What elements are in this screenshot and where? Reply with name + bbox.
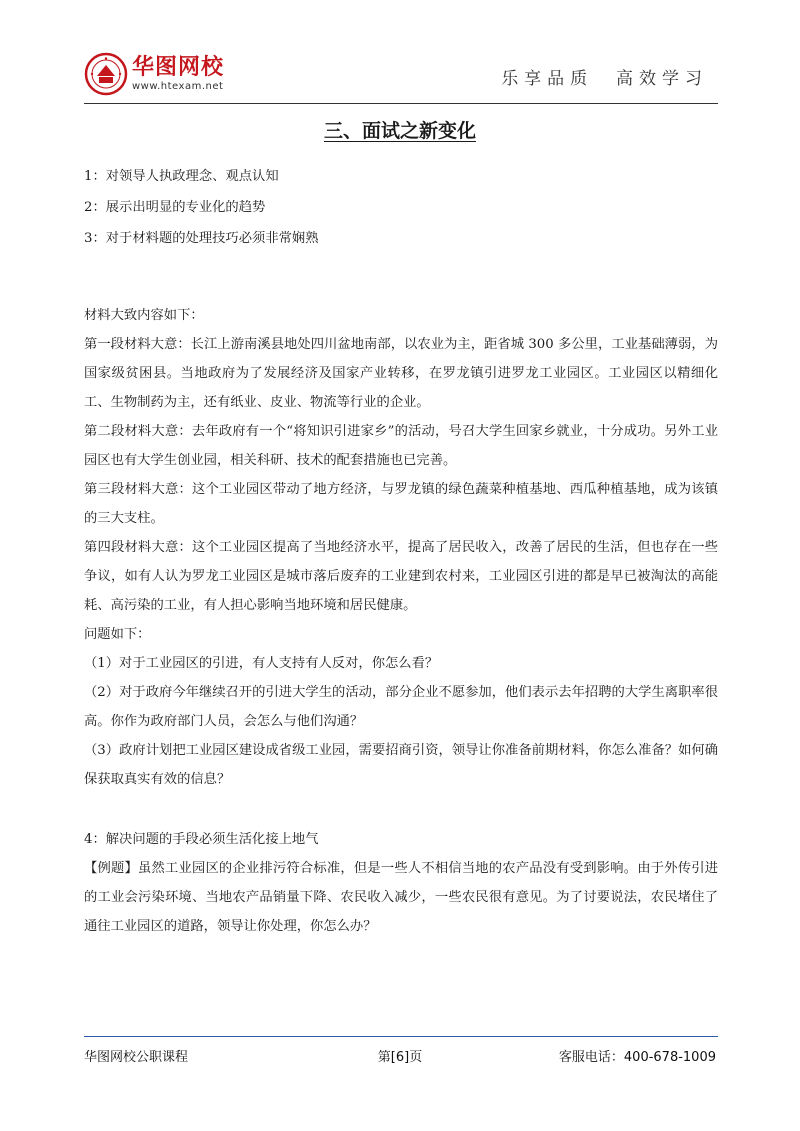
page-number: 第[6]页 xyxy=(377,1050,423,1065)
footer-course: 华图网校公职课程 xyxy=(84,1050,189,1065)
brand-name: 华图网校 xyxy=(132,55,225,80)
example-question: 【例题】虽然工业园区的企业排污符合标准，但是一些人不相信当地的农产品没有受到影响。由于外传引进的工业会污染环境、当地农产品销量下降、农民收入减少，一些农民很有意见。为了讨要说法，农民堵住了通往工业园区的道路，领导让你处理，你怎么办？ xyxy=(84,861,718,934)
material-paragraph-3: 第三段材料大意：这个工业园区带动了地方经济，与罗龙镇的绿色蔬菜种植基地、西瓜种植基地，成为该镇的三大支柱。 xyxy=(84,482,718,526)
seal-emblem-icon xyxy=(84,52,128,96)
header-slogan: 乐享品质 高效学习 xyxy=(501,69,708,89)
material-paragraph-4: 第四段材料大意：这个工业园区提高了当地经济水平，提高了居民收入，改善了居民的生活，但也存在一些争议，如有人认为罗龙工业园区是城市落后废弃的工业建到农村来，工业园区引进的都是早已被淘汰的高能耗、高污染的工业，有人担心影响当地环境和居民健康。 xyxy=(84,540,718,613)
point-2: 2：展示出明显的专业化的趋势 xyxy=(84,200,266,215)
page-header xyxy=(84,48,718,104)
question-2: （2）对于政府今年继续召开的引进大学生的活动，部分企业不愿参加，他们表示去年招聘的大学生离职率很高。你作为政府部门人员，会怎么与他们沟通？ xyxy=(84,685,718,729)
page-title xyxy=(0,116,800,143)
material-paragraph-1: 第一段材料大意：长江上游南溪县地处四川盆地南部，以农业为主，距省城 300 多公里，工业基础薄弱，为国家级贫困县。当地政府为了发展经济及国家产业转移，在罗龙镇引进罗龙工业园区。工业园区以精细化工、生物制药为主，还有纸业、皮业、物流等行业的企业。 xyxy=(84,337,718,410)
brand-url: www.htexam.net xyxy=(132,81,224,92)
brand-logo xyxy=(84,52,224,96)
material-paragraph-2: 第二段材料大意：去年政府有一个“将知识引进家乡”的活动，号召大学生回家乡就业，十分成功。另外工业园区也有大学生创业园，相关科研、技术的配套措施也已完善。 xyxy=(84,424,718,468)
material-intro: 材料大致内容如下： xyxy=(84,308,204,323)
question-3: （3）政府计划把工业园区建设成省级工业园，需要招商引资，领导让你准备前期材料，你怎么准备？如何确保获取真实有效的信息？ xyxy=(84,743,718,787)
footer-hotline: 客服电话：400-678-1009 xyxy=(558,1050,716,1065)
point-1: 1：对领导人执政理念、观点认知 xyxy=(84,169,279,184)
point-4: 4：解决问题的手段必须生活化接上地气 xyxy=(84,832,319,847)
point-3: 3：对于材料题的处理技巧必须非常娴熟 xyxy=(84,231,319,246)
question-1: （1）对于工业园区的引进，有人支持有人反对，你怎么看？ xyxy=(84,656,439,671)
footer-divider xyxy=(84,1036,718,1037)
header-divider xyxy=(84,103,718,104)
document-body xyxy=(84,161,718,941)
questions-intro: 问题如下： xyxy=(84,627,151,642)
page-title-text: 三、面试之新变化 xyxy=(323,120,476,142)
